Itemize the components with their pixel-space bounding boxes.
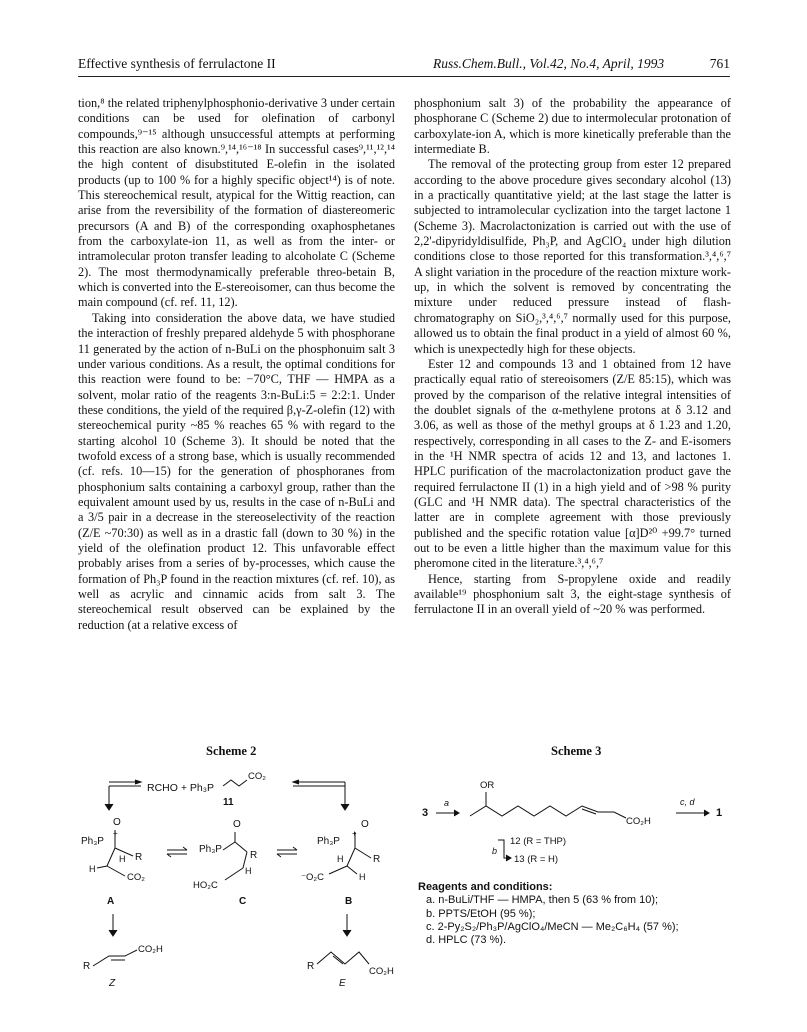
c-bonds <box>223 832 247 880</box>
page-number: 761 <box>709 56 730 71</box>
scheme3-title: Scheme 3 <box>551 744 602 758</box>
reagent-item: d. HPLC (73 %). <box>426 934 507 947</box>
b-r: R <box>373 854 381 865</box>
scheme3-co2h: CO₂H <box>626 816 651 827</box>
scheme2-reactants: RCHO + Ph₃P <box>147 782 215 794</box>
e-r: R <box>307 961 315 972</box>
step-b: b <box>492 846 498 856</box>
c-r: R <box>250 850 258 861</box>
z-olefin <box>93 950 137 966</box>
equilibrium-a-c <box>167 850 187 854</box>
running-title: Effective synthesis of ferrulactone II <box>78 56 276 71</box>
reagent-item: a. n-BuLi/THF — HMPA, then 5 (63 % from 10); <box>426 894 659 907</box>
equilibrium-c-b <box>277 850 297 854</box>
compound-number-11: 11 <box>223 797 234 808</box>
a-oxygen: O <box>113 817 121 828</box>
a-h2: H <box>89 864 96 874</box>
reagent-item: c. 2-Py₂S₂/Ph₃P/AgClO₄/MeCN — Me₂C₆H₄ (57 %); <box>426 920 679 933</box>
header-rule <box>78 76 730 77</box>
b-o2c: ⁻O₂C <box>301 872 324 883</box>
scheme2-diagram <box>75 770 415 990</box>
label-a: A <box>107 896 115 907</box>
paragraph: Taking into consideration the above data, we have studied the interaction of freshly prepared aldehyde 5 with phosphorane 11 generated by the action of n-BuLi on the phosphonuim salt 3 under various conditions. As a result, the optimal conditions for this reaction were found to be: −70°C, THF — HMPA as a solvent, molar ratio of the reagents 3:n-BuLi:5 = 2:2:1. Under these conditions, the yield of the required β,γ-Z-olefin (12) with stereochemical purity ~85 % reaches 65 % with regard to the starting alcohol 10 (Scheme 3). It should be noted that the twofold excess of a strong base, which is usually recommended (cf. refs. 10—15) for the generation of phosphoranes from phosphonium salts containing a carboxyl group, rather than the equivalent amount used by us, results in the case of n-BuLi and a 3/5 pair in a decrease in the stereoselectivity of the reaction (Z/E ~70:30) as well as in a drastic fall (down to 30 %) in the yield of the olefination product 12. This unfavorable effect probably arises from a series of by-processes, which cause the formation of Ph₃P found in the reaction mixtures (cf. ref. 10), as well as acrylic and cinnamic acids from salt 3. The stereochemical result observed can be explained by the reduction (at a relative excess of <box>78 310 395 632</box>
a-h: H <box>119 854 126 864</box>
carbon-chain <box>470 792 626 818</box>
label-e: E <box>339 978 346 989</box>
journal-citation: Russ.Chem.Bull., Vol.42, No.4, April, 1993 <box>433 56 665 71</box>
step-cd: c, d <box>680 797 695 807</box>
e-olefin <box>317 952 369 964</box>
c-ph3p: Ph₃P <box>199 844 222 855</box>
paragraph: tion,⁸ the related triphenylphosphonio-derivative 3 under certain conditions can be used for olefination of carbonyl compounds,⁹⁻¹⁵ although unsuccessful attempts at performing this reaction are also known.⁹,¹⁴,¹⁶⁻¹⁸ In successful cases⁹,¹¹,¹²,¹⁴ the high content of disubstituted E-olefin in the isolated products (up to 100 % for a highly specific object¹⁴) is of note. This stereochemical result, atypical for the Wittig reaction, can arise from the reversibility of the formation of diastereomeric precursors (A and B) of the corresponding oxaphosphetanes from the carboxylate-ion 11, as well as from the inter- or intramolecular proton transfer leading to alcoholate C (Scheme 2). The most thermodynamically preferable threo-betain B, which is converted into the E-stereoisomer, can thus become the main compound (cf. ref. 11, 12). <box>78 96 395 310</box>
a-ph3p: Ph₃P <box>81 836 104 847</box>
b-ph3p: Ph₃P <box>317 836 340 847</box>
z-co2h: CO₂H <box>138 944 163 955</box>
reagents-title: Reagents and conditions: <box>418 881 553 893</box>
b-h: H <box>337 854 344 864</box>
b-oxygen: O <box>361 819 369 830</box>
left-bracket-arrow <box>109 782 141 808</box>
svg-text:+: + <box>352 829 357 838</box>
compound-12: 12 (R = THP) <box>510 836 567 847</box>
c-h: H <box>245 866 252 876</box>
arrow-step-b <box>498 840 510 858</box>
c-oxygen: O <box>233 819 241 830</box>
b-h2: H <box>359 872 366 882</box>
scheme2-co2: CO₂ <box>248 771 266 782</box>
scheme3-diagram <box>418 778 748 878</box>
e-co2h: CO₂H <box>369 966 394 977</box>
paragraph: Hence, starting from S-propylene oxide and readily available¹⁹ phosphonium salt 3, the eight-stage synthesis of ferrulactone II in an overall yield of ~20 % was performed. <box>414 571 731 617</box>
running-header <box>78 56 730 76</box>
scheme3-start: 3 <box>422 807 429 819</box>
right-bracket-arrow <box>293 782 345 808</box>
a-co2: CO₂ <box>127 872 145 883</box>
label-z: Z <box>109 978 116 989</box>
scheme3-or: OR <box>480 780 495 791</box>
z-r: R <box>83 961 91 972</box>
reagent-item: b. PPTS/EtOH (95 %); <box>426 907 536 920</box>
scheme2-title: Scheme 2 <box>206 744 257 758</box>
ylide-chain <box>223 780 247 786</box>
compound-13: 13 (R = H) <box>514 854 559 865</box>
label-b: B <box>345 896 353 907</box>
paragraph: Ester 12 and compounds 13 and 1 obtained from 12 have practically equal ratio of stereoisomers (Z/E 85:15), which was proved by the comparison of the relative integral intensities of the doublet signals of the α-methylene protons at δ 3.12 and 3.06, as well as those of the methyl groups at δ 1.23 and 1.20, respectively, corresponding in all cases to the Z- and E-isomers in the ¹H NMR spectra of acids 12 and 13, and lactones 1. HPLC purification of the macrolactonization product gave the required ferrulactone II (1) in a high yield and of >98 % purity (GLC and ¹H NMR data). The spectral characteristics of the latter are in complete agreement with those previously published and the specific rotation value [α]D²⁰ +99.7° turned out to be even a little higher than the maximum value for this pheromone cited in the literature.³,⁴,⁶,⁷ <box>414 356 731 571</box>
step-a: a <box>444 798 450 808</box>
a-r: R <box>135 852 143 863</box>
c-ho2c: HO₂C <box>193 880 218 891</box>
left-column <box>78 96 395 633</box>
paragraph: The removal of the protecting group from ester 12 prepared according to the above procedure gives secondary alcohol (13) in a practically quantitative yield; at the last stage the latter is subjected to intramolecular cyclization into the target lactone 1 (Scheme 3). Macrolactonization is carried out with the use of 2,2'-dipyridyldisulfide, Ph₃P, and AgClO₄ under high dilution conditions close to those reported for this transformation.³,⁴,⁶,⁷ A slight variation in the procedure of the reaction mixture work-up, in which the solvent is removed by concentrating the mixture under reduced pressure instead of flash-chromatography on SiO₂,³,⁴,⁶,⁷ normally used for this purpose, allowed us to obtain the final product in a yield of almost 60 %, which is unexpectedly high for these objects. <box>414 157 731 356</box>
svg-text:+: + <box>113 829 118 838</box>
label-c: C <box>239 896 247 907</box>
right-column <box>414 96 731 618</box>
reagents-block <box>418 881 738 947</box>
scheme3-end: 1 <box>716 807 723 819</box>
paragraph: phosphonium salt 3) of the probability the appearance of phosphorane C (Scheme 2) due to intermolecular protonation of carboxylate-ion A, which is more kinetically preferable than the intermediate B. <box>414 96 731 157</box>
